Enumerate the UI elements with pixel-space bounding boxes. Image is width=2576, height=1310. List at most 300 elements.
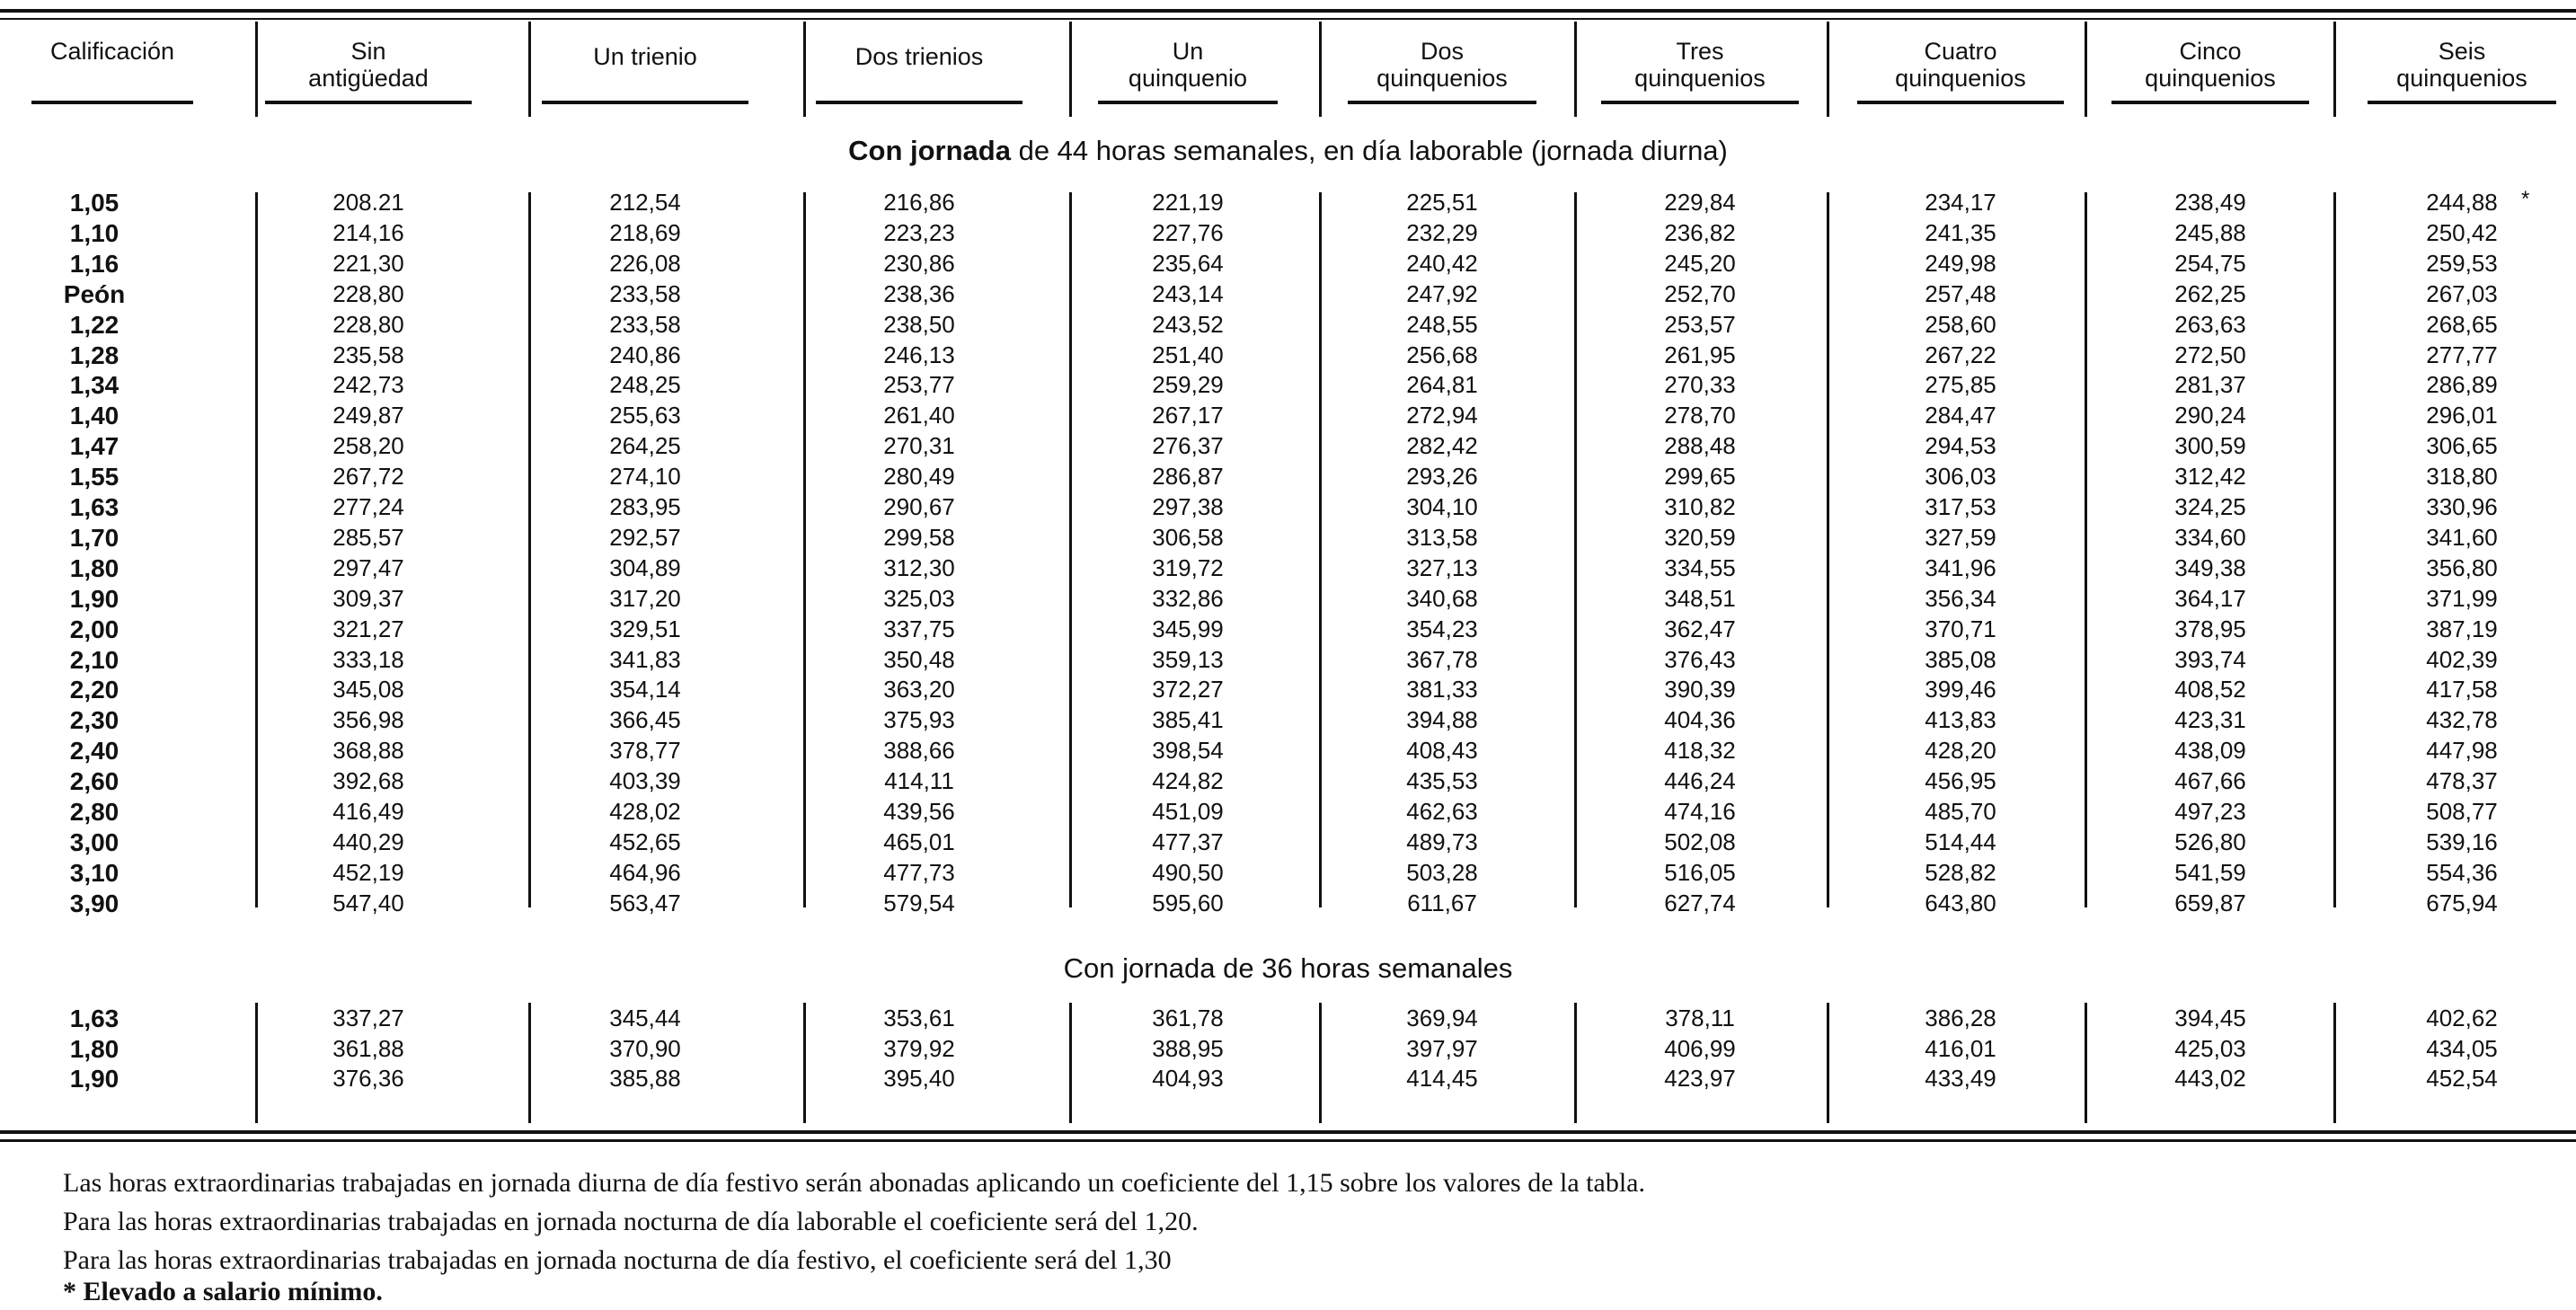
cell-c6: 376,43 <box>1664 646 1736 673</box>
header-underline <box>1601 101 1799 104</box>
cell-c7: 385,08 <box>1925 646 1996 673</box>
column-header-cal <box>13 38 211 65</box>
cell-c6: 362,47 <box>1664 615 1736 642</box>
cell-c7: 456,95 <box>1925 767 1996 794</box>
cell-c9: 267,03 <box>2426 280 2498 307</box>
row-calificacion: 1,16 <box>69 250 120 278</box>
column-header-line: quinquenio <box>1128 65 1248 92</box>
cell-c2: 428,02 <box>609 798 681 825</box>
table-row <box>0 311 2576 341</box>
cell-c7: 413,83 <box>1925 706 1996 733</box>
cell-c5: 313,58 <box>1406 524 1478 551</box>
row-calificacion: 1,90 <box>69 585 120 613</box>
cell-c8: 443,02 <box>2174 1065 2246 1092</box>
cell-c4: 267,17 <box>1152 402 1224 429</box>
cell-c5: 264,81 <box>1406 371 1478 398</box>
cell-c1: 309,37 <box>332 585 404 612</box>
row-calificacion: 1,80 <box>69 1035 120 1063</box>
cell-c3: 414,11 <box>884 767 954 794</box>
cell-c6: 474,16 <box>1664 798 1736 825</box>
row-calificacion: 2,00 <box>69 615 120 643</box>
cell-c5: 248,55 <box>1406 311 1478 338</box>
column-header-line: Tres <box>1676 38 1724 65</box>
cell-c3: 337,75 <box>883 615 955 642</box>
cell-c4: 243,52 <box>1152 311 1224 338</box>
row-calificacion: 2,40 <box>69 737 120 765</box>
cell-c8: 393,74 <box>2174 646 2246 673</box>
header-underline <box>816 101 1022 104</box>
cell-c3: 363,20 <box>883 676 955 703</box>
cell-c5: 272,94 <box>1406 402 1478 429</box>
cell-c5: 397,97 <box>1406 1035 1478 1062</box>
cell-c7: 643,80 <box>1925 890 1996 916</box>
column-header-line: Cuatro <box>1924 38 1997 65</box>
cell-c4: 227,76 <box>1152 219 1224 246</box>
cell-c7: 327,59 <box>1925 524 1996 551</box>
cell-c1: 221,30 <box>332 250 404 277</box>
row-calificacion: 1,55 <box>69 463 120 491</box>
table-row <box>0 646 2576 676</box>
cell-c7: 267,22 <box>1925 341 1996 368</box>
table-row <box>0 615 2576 645</box>
header-column-separator <box>803 22 806 117</box>
cell-c6: 278,70 <box>1664 402 1736 429</box>
cell-c7: 386,28 <box>1925 1005 1996 1031</box>
cell-c4: 276,37 <box>1152 432 1224 459</box>
table-row <box>0 371 2576 401</box>
cell-c6: 288,48 <box>1664 432 1736 459</box>
column-header-line: quinquenios <box>2396 65 2527 92</box>
column-header-c7 <box>1839 38 2082 92</box>
cell-c3: 579,54 <box>883 890 955 916</box>
row-calificacion: 2,30 <box>69 706 120 734</box>
header-column-separator <box>528 22 531 117</box>
cell-c1: 297,47 <box>332 554 404 581</box>
cell-c3: 261,40 <box>883 402 955 429</box>
cell-c2: 226,08 <box>609 250 681 277</box>
table-row <box>0 798 2576 828</box>
cell-c6: 299,65 <box>1664 463 1736 490</box>
column-header-line: Seis <box>2438 38 2486 65</box>
cell-c6: 229,84 <box>1664 189 1736 216</box>
cell-c6: 334,55 <box>1664 554 1736 581</box>
cell-c1: 356,98 <box>332 706 404 733</box>
row-calificacion: 3,00 <box>69 828 120 856</box>
table-row <box>0 859 2576 889</box>
column-header-line: Cinco <box>2179 38 2242 65</box>
row-calificacion: 1,80 <box>69 554 120 582</box>
cell-c7: 528,82 <box>1925 859 1996 886</box>
cell-c9: 452,54 <box>2426 1065 2498 1092</box>
cell-c2: 403,39 <box>609 767 681 794</box>
cell-c9: 387,19 <box>2426 615 2498 642</box>
row-calificacion: 3,90 <box>69 890 120 917</box>
column-header-line: Un trienio <box>593 43 697 70</box>
column-header-c2 <box>524 43 766 70</box>
cell-c6: 390,39 <box>1664 676 1736 703</box>
cell-c5: 414,45 <box>1406 1065 1478 1092</box>
cell-c5: 367,78 <box>1406 646 1478 673</box>
cell-c3: 230,86 <box>883 250 955 277</box>
table-row <box>0 432 2576 462</box>
column-header-c4 <box>1080 38 1296 92</box>
cell-c4: 332,86 <box>1152 585 1224 612</box>
cell-c3: 375,93 <box>883 706 955 733</box>
cell-c5: 293,26 <box>1406 463 1478 490</box>
cell-c8: 438,09 <box>2174 737 2246 764</box>
cell-c1: 368,88 <box>332 737 404 764</box>
cell-c5: 394,88 <box>1406 706 1478 733</box>
table-row <box>0 219 2576 249</box>
cell-c1: 337,27 <box>332 1005 404 1031</box>
top-rule-thin <box>0 18 2576 20</box>
cell-c4: 306,58 <box>1152 524 1224 551</box>
cell-c7: 370,71 <box>1925 615 1996 642</box>
cell-c3: 270,31 <box>883 432 955 459</box>
table-row <box>0 1005 2576 1034</box>
header-underline <box>2368 101 2556 104</box>
cell-c1: 267,72 <box>332 463 404 490</box>
cell-c3: 477,73 <box>883 859 955 886</box>
cell-c4: 404,93 <box>1152 1065 1224 1092</box>
cell-c7: 258,60 <box>1925 311 1996 338</box>
cell-c2: 274,10 <box>609 463 681 490</box>
cell-c1: 242,73 <box>332 371 404 398</box>
cell-c8: 281,37 <box>2174 371 2246 398</box>
cell-c5: 369,94 <box>1406 1005 1478 1031</box>
header-underline <box>31 101 193 104</box>
note-salario-minimo: * Elevado a salario mínimo. <box>63 1277 383 1306</box>
cell-c5: 408,43 <box>1406 737 1478 764</box>
row-calificacion: 2,80 <box>69 798 120 826</box>
cell-c7: 514,44 <box>1925 828 1996 855</box>
cell-c6: 236,82 <box>1664 219 1736 246</box>
header-underline <box>265 101 472 104</box>
table-row <box>0 250 2576 279</box>
cell-c8: 349,38 <box>2174 554 2246 581</box>
cell-c5: 282,42 <box>1406 432 1478 459</box>
cell-c1: 208.21 <box>332 189 404 216</box>
cell-c1: 214,16 <box>332 219 404 246</box>
column-header-c9 <box>2350 38 2574 92</box>
cell-c5: 435,53 <box>1406 767 1478 794</box>
cell-c2: 218,69 <box>609 219 681 246</box>
cell-c1: 452,19 <box>332 859 404 886</box>
cell-c3: 223,23 <box>883 219 955 246</box>
cell-c3: 280,49 <box>883 463 955 490</box>
table-row <box>0 1065 2576 1094</box>
column-header-c8 <box>2094 38 2327 92</box>
cell-c3: 246,13 <box>883 341 955 368</box>
cell-c8: 378,95 <box>2174 615 2246 642</box>
cell-c9: 244,88 <box>2426 189 2498 216</box>
cell-c4: 451,09 <box>1152 798 1224 825</box>
cell-c6: 245,20 <box>1664 250 1736 277</box>
cell-c6: 446,24 <box>1664 767 1736 794</box>
cell-c4: 286,87 <box>1152 463 1224 490</box>
header-underline <box>542 101 748 104</box>
cell-c4: 385,41 <box>1152 706 1224 733</box>
header-column-separator <box>2333 22 2336 117</box>
table-row <box>0 402 2576 431</box>
row-calificacion: 1,22 <box>69 311 120 339</box>
row-calificacion: 1,63 <box>69 1005 120 1032</box>
cell-c8: 272,50 <box>2174 341 2246 368</box>
cell-c5: 503,28 <box>1406 859 1478 886</box>
cell-c2: 370,90 <box>609 1035 681 1062</box>
cell-c8: 254,75 <box>2174 250 2246 277</box>
cell-c1: 333,18 <box>332 646 404 673</box>
cell-c9: 306,65 <box>2426 432 2498 459</box>
cell-c5: 240,42 <box>1406 250 1478 277</box>
cell-c3: 325,03 <box>883 585 955 612</box>
cell-c8: 364,17 <box>2174 585 2246 612</box>
cell-c1: 361,88 <box>332 1035 404 1062</box>
header-underline <box>1348 101 1536 104</box>
cell-c6: 423,97 <box>1664 1065 1736 1092</box>
cell-c5: 247,92 <box>1406 280 1478 307</box>
cell-c9: 554,36 <box>2426 859 2498 886</box>
cell-c2: 304,89 <box>609 554 681 581</box>
cell-c7: 284,47 <box>1925 402 1996 429</box>
header-column-separator <box>2085 22 2087 117</box>
cell-c9: 478,37 <box>2426 767 2498 794</box>
cell-c6: 406,99 <box>1664 1035 1736 1062</box>
cell-c6: 516,05 <box>1664 859 1736 886</box>
cell-c2: 354,14 <box>609 676 681 703</box>
cell-c7: 399,46 <box>1925 676 1996 703</box>
cell-c5: 304,10 <box>1406 493 1478 520</box>
cell-c9: 432,78 <box>2426 706 2498 733</box>
cell-c2: 366,45 <box>609 706 681 733</box>
column-header-line: quinquenios <box>1377 65 1508 92</box>
cell-c8: 408,52 <box>2174 676 2246 703</box>
row-calificacion: 2,60 <box>69 767 120 795</box>
column-header-c3 <box>798 43 1040 70</box>
cell-c7: 306,03 <box>1925 463 1996 490</box>
cell-c4: 221,19 <box>1152 189 1224 216</box>
cell-c5: 381,33 <box>1406 676 1478 703</box>
cell-c2: 329,51 <box>609 615 681 642</box>
bottom-rule-thin <box>0 1139 2576 1142</box>
section-title <box>0 952 2576 985</box>
cell-c2: 264,25 <box>609 432 681 459</box>
cell-c2: 255,63 <box>609 402 681 429</box>
cell-c6: 404,36 <box>1664 706 1736 733</box>
cell-c1: 345,08 <box>332 676 404 703</box>
column-header-line: Sin <box>350 38 386 65</box>
cell-c6: 502,08 <box>1664 828 1736 855</box>
cell-c5: 225,51 <box>1406 189 1478 216</box>
cell-c6: 418,32 <box>1664 737 1736 764</box>
cell-c8: 467,66 <box>2174 767 2246 794</box>
cell-c3: 353,61 <box>883 1005 955 1031</box>
table-row <box>0 341 2576 371</box>
table-row <box>0 280 2576 310</box>
cell-c4: 388,95 <box>1152 1035 1224 1062</box>
cell-c3: 312,30 <box>883 554 955 581</box>
cell-c1: 277,24 <box>332 493 404 520</box>
cell-c3: 465,01 <box>883 828 955 855</box>
cell-c9: 330,96 <box>2426 493 2498 520</box>
cell-c9: 250,42 <box>2426 219 2498 246</box>
cell-c4: 345,99 <box>1152 615 1224 642</box>
cell-c3: 299,58 <box>883 524 955 551</box>
cell-c8: 324,25 <box>2174 493 2246 520</box>
cell-c9: 402,39 <box>2426 646 2498 673</box>
row-calificacion: 1,28 <box>69 341 120 369</box>
row-calificacion: 2,10 <box>69 646 120 674</box>
cell-c1: 228,80 <box>332 280 404 307</box>
cell-c3: 290,67 <box>883 493 955 520</box>
note-nocturna-festivo: Para las horas extraordinarias trabajadas en jornada nocturna de día festivo, el coeficiente será del 1,30 <box>63 1245 1172 1275</box>
cell-c3: 253,77 <box>883 371 955 398</box>
column-header-line: Dos <box>1420 38 1464 65</box>
cell-c1: 321,27 <box>332 615 404 642</box>
row-calificacion: 1,47 <box>69 432 120 460</box>
cell-c7: 249,98 <box>1925 250 1996 277</box>
cell-c4: 259,29 <box>1152 371 1224 398</box>
cell-c9: 296,01 <box>2426 402 2498 429</box>
cell-c5: 354,23 <box>1406 615 1478 642</box>
cell-c9: 447,98 <box>2426 737 2498 764</box>
cell-c8: 425,03 <box>2174 1035 2246 1062</box>
cell-c6: 627,74 <box>1664 890 1736 916</box>
header-column-separator <box>1574 22 1577 117</box>
cell-c6: 252,70 <box>1664 280 1736 307</box>
cell-c7: 294,53 <box>1925 432 1996 459</box>
cell-c1: 416,49 <box>332 798 404 825</box>
cell-c6: 348,51 <box>1664 585 1736 612</box>
column-header-c1 <box>247 38 490 92</box>
cell-c8: 290,24 <box>2174 402 2246 429</box>
cell-c3: 439,56 <box>883 798 955 825</box>
cell-c1: 235,58 <box>332 341 404 368</box>
cell-c8: 334,60 <box>2174 524 2246 551</box>
cell-c7: 317,53 <box>1925 493 1996 520</box>
cell-c8: 262,25 <box>2174 280 2246 307</box>
cell-c5: 462,63 <box>1406 798 1478 825</box>
cell-c1: 392,68 <box>332 767 404 794</box>
cell-c7: 341,96 <box>1925 554 1996 581</box>
cell-c4: 235,64 <box>1152 250 1224 277</box>
row-calificacion: Peón <box>63 280 126 308</box>
cell-c2: 378,77 <box>609 737 681 764</box>
footnote-marker: * <box>2521 187 2530 211</box>
top-rule <box>0 9 2576 13</box>
row-calificacion: 1,63 <box>69 493 120 521</box>
cell-c7: 428,20 <box>1925 737 1996 764</box>
cell-c2: 385,88 <box>609 1065 681 1092</box>
cell-c3: 238,36 <box>883 280 955 307</box>
cell-c7: 433,49 <box>1925 1065 1996 1092</box>
cell-c5: 611,67 <box>1407 890 1477 916</box>
cell-c4: 243,14 <box>1152 280 1224 307</box>
cell-c7: 416,01 <box>1925 1035 1996 1062</box>
cell-c3: 350,48 <box>883 646 955 673</box>
cell-c1: 258,20 <box>332 432 404 459</box>
cell-c9: 417,58 <box>2426 676 2498 703</box>
cell-c7: 356,34 <box>1925 585 1996 612</box>
cell-c9: 508,77 <box>2426 798 2498 825</box>
header-column-separator <box>1319 22 1322 117</box>
note-nocturna-laborable: Para las horas extraordinarias trabajadas en jornada nocturna de día laborable el coeficiente será del 1,20. <box>63 1207 1199 1236</box>
cell-c9: 675,94 <box>2426 890 2498 916</box>
cell-c8: 497,23 <box>2174 798 2246 825</box>
table-row <box>0 554 2576 584</box>
cell-c9: 402,62 <box>2426 1005 2498 1031</box>
row-calificacion: 1,40 <box>69 402 120 429</box>
cell-c4: 251,40 <box>1152 341 1224 368</box>
row-calificacion: 1,10 <box>69 219 120 247</box>
header-column-separator <box>1069 22 1072 117</box>
cell-c8: 659,87 <box>2174 890 2246 916</box>
cell-c6: 270,33 <box>1664 371 1736 398</box>
cell-c8: 526,80 <box>2174 828 2246 855</box>
row-calificacion: 1,34 <box>69 371 120 399</box>
column-header-c6 <box>1583 38 1817 92</box>
cell-c8: 541,59 <box>2174 859 2246 886</box>
row-calificacion: 1,70 <box>69 524 120 552</box>
cell-c9: 356,80 <box>2426 554 2498 581</box>
cell-c8: 238,49 <box>2174 189 2246 216</box>
cell-c2: 240,86 <box>609 341 681 368</box>
note-festivo-diurno: Las horas extraordinarias trabajadas en jornada diurna de día festivo serán abonadas aplicando un coeficiente del 1,15 sobre los valores de la tabla. <box>63 1168 1645 1198</box>
cell-c2: 345,44 <box>609 1005 681 1031</box>
section-title-text: de 44 horas semanales, en día laborable (jornada diurna) <box>1010 135 1728 166</box>
column-header-line: Dos trienios <box>854 43 984 70</box>
cell-c9: 259,53 <box>2426 250 2498 277</box>
cell-c4: 595,60 <box>1152 890 1224 916</box>
cell-c9: 268,65 <box>2426 311 2498 338</box>
table-row <box>0 828 2576 858</box>
cell-c6: 253,57 <box>1664 311 1736 338</box>
cell-c2: 233,58 <box>609 311 681 338</box>
cell-c5: 232,29 <box>1406 219 1478 246</box>
cell-c1: 547,40 <box>332 890 404 916</box>
row-calificacion: 2,20 <box>69 676 120 704</box>
column-header-line: quinquenios <box>1895 65 2026 92</box>
cell-c6: 310,82 <box>1664 493 1736 520</box>
cell-c8: 263,63 <box>2174 311 2246 338</box>
cell-c7: 241,35 <box>1925 219 1996 246</box>
header-column-separator <box>255 22 258 117</box>
cell-c8: 423,31 <box>2174 706 2246 733</box>
cell-c7: 485,70 <box>1925 798 1996 825</box>
cell-c1: 249,87 <box>332 402 404 429</box>
table-row <box>0 706 2576 736</box>
cell-c4: 477,37 <box>1152 828 1224 855</box>
cell-c2: 464,96 <box>609 859 681 886</box>
cell-c3: 395,40 <box>883 1065 955 1092</box>
cell-c4: 361,78 <box>1152 1005 1224 1031</box>
table-row <box>0 585 2576 615</box>
cell-c7: 234,17 <box>1925 189 1996 216</box>
cell-c6: 261,95 <box>1664 341 1736 368</box>
cell-c9: 539,16 <box>2426 828 2498 855</box>
column-header-line: antigüedad <box>308 65 429 92</box>
section-title-bold: Con jornada <box>848 135 1011 166</box>
cell-c5: 327,13 <box>1406 554 1478 581</box>
cell-c9: 434,05 <box>2426 1035 2498 1062</box>
cell-c8: 245,88 <box>2174 219 2246 246</box>
cell-c2: 563,47 <box>609 890 681 916</box>
table-row <box>0 737 2576 766</box>
cell-c2: 212,54 <box>609 189 681 216</box>
cell-c1: 228,80 <box>332 311 404 338</box>
cell-c3: 379,92 <box>883 1035 955 1062</box>
table-row <box>0 524 2576 553</box>
